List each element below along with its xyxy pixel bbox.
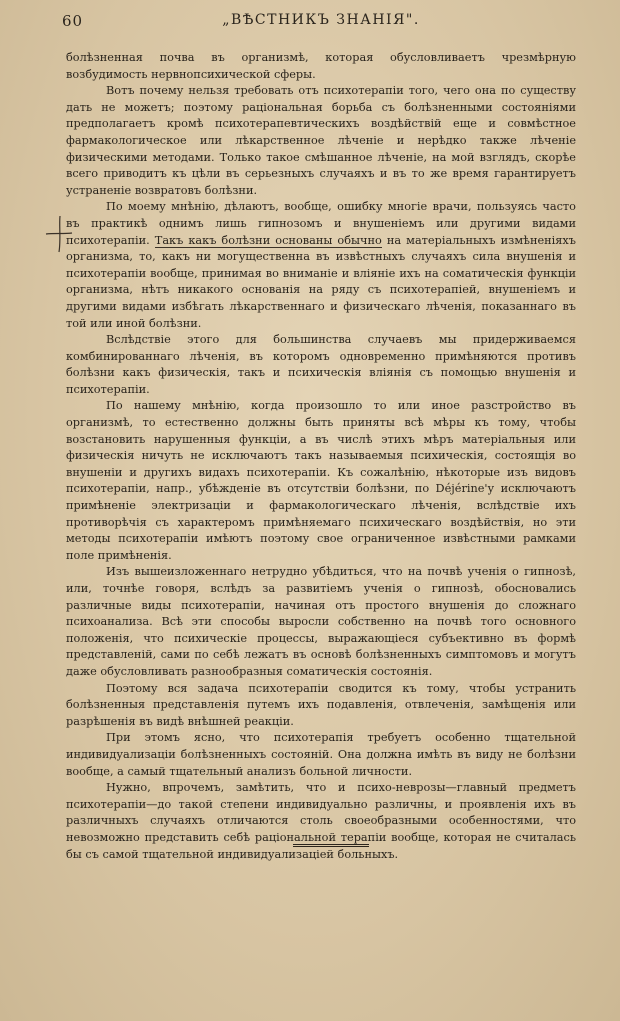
paragraph: При этомъ ясно, что психотерапія требуетъ особенно тщательной индивидуализаціи болѣзненныхъ состояній. Она должна имѣть въ виду не болѣзни вообще, а самый тщательный анализъ больной личности.: [66, 731, 576, 778]
paragraph-text: на матеріальныхъ измѣненіяхъ организма, то, какъ ни могущественна въ извѣстныхъ случаяхъ сила внушенія и психотерапіи вообще, принимая во вниманіе и вліяніе ихъ на соматическія функціи организма, нѣтъ никакого основанія на ряду съ психотерапіей, внушеніемъ и другими видами избѣгать лѣкарственнаго и физическаго лѣченія, показаннаго въ той или иной болѣзни.: [66, 233, 576, 330]
paragraph: Изъ вышеизложеннаго нетрудно убѣдиться, что на почвѣ ученія о гипнозѣ, или, точнѣе говоря, вслѣдъ за развитіемъ ученія о гипнозѣ, обосновались различные виды психотерапіи, начиная отъ простого внушенія до сложнаго психоанализа. Всѣ эти способы выросли собственно на почвѣ того основного положенія, что психическіе процессы, выражающіеся субъективно въ формѣ представленій, сами по себѣ лежатъ въ основѣ болѣзненныхъ симптомовъ и могутъ даже обусловливать разнообразныя соматическія состоянія.: [66, 565, 576, 678]
section-end-rule: [293, 844, 369, 847]
paragraph: Нужно, впрочемъ, замѣтить, что и психо-неврозы—главный предметъ психотерапіи—до такой степени индивидуально различны, и проявленія ихъ въ различныхъ случаяхъ отличаются столь своеобразными особенностями, что невозможно представить себѣ раціональной терапіи вообще, которая не считалась бы съ самой тщательной индивидуализаціей больныхъ.: [66, 781, 576, 861]
underlined-phrase: Такъ какъ болѣзни основаны обычно: [154, 233, 382, 247]
paragraph: Вслѣдствіе этого для большинства случаевъ мы придерживаемся комбинированнаго лѣченія, въ которомъ одновременно примѣняются противъ болѣзни какъ физическія, такъ и психическія вліянія съ помощью внушенія и психотерапіи.: [66, 333, 576, 396]
journal-title: „ВѢСТНИКЪ ЗНАНІЯ".: [222, 12, 420, 28]
page-number: 60: [62, 12, 84, 30]
paragraph: Поэтому вся задача психотерапіи сводится къ тому, чтобы устранить болѣзненныя представленія путемъ ихъ подавленія, отвлеченія, замѣщенія или разрѣшенія въ видѣ внѣшней реакціи.: [66, 681, 576, 728]
paragraph: По нашему мнѣнію, когда произошло то или иное разстройство въ организмѣ, то естественно должны быть приняты всѣ мѣры къ тому, чтобы возстановить нарушенныя функціи, а въ числѣ этихъ мѣръ матеріальныя или физическія ничуть не исключаютъ такъ называемыя психическія, состоящія во внушеніи и другихъ видахъ психотерапіи. Къ сожалѣнію, нѣкоторые изъ видовъ психотерапіи, напр., убѣжденіе въ отсутствіи болѣзни, по Déjérine'у исключаютъ примѣненіе электризаціи и фармакологическаго лѣченія, вслѣдствіе ихъ противорѣчія съ характеромъ примѣняемаго психическаго воздѣйствія, но эти методы психотерапіи имѣютъ поэтому свое ограниченное извѣстными рамками поле примѣненія.: [66, 399, 576, 562]
paragraph: Вотъ почему нельзя требовать отъ психотерапіи того, чего она по существу дать не можетъ; поэтому раціональная борьба съ болѣзненными состояніями предполагаетъ кромѣ психотерапевтическихъ воздѣйствій еще и совмѣстное фармакологическое или лѣкарственное лѣченіе и нерѣдко также лѣченіе физическими методами. Только такое смѣшанное лѣченіе, на мой взглядъ, скорѣе всего приводитъ къ цѣли въ серьезныхъ случаяхъ и въ то же время гарантируетъ устраненіе возвратовъ болѣзни.: [66, 84, 576, 197]
paragraph: болѣзненная почва въ организмѣ, которая обусловливаетъ чрезмѣрную возбудимость нервнопсихической сферы.: [66, 51, 576, 81]
paragraph-with-underline: [66, 199, 576, 332]
body-text: [66, 50, 576, 863]
running-header: [62, 10, 580, 34]
paragraph-text: По моему мнѣнію, дѣлаютъ, вообще, ошибку многіе врачи, пользуясь часто въ практикѣ однимъ лишь гипнозомъ и внушеніемъ или другими видами психотерапіи.: [66, 200, 576, 247]
